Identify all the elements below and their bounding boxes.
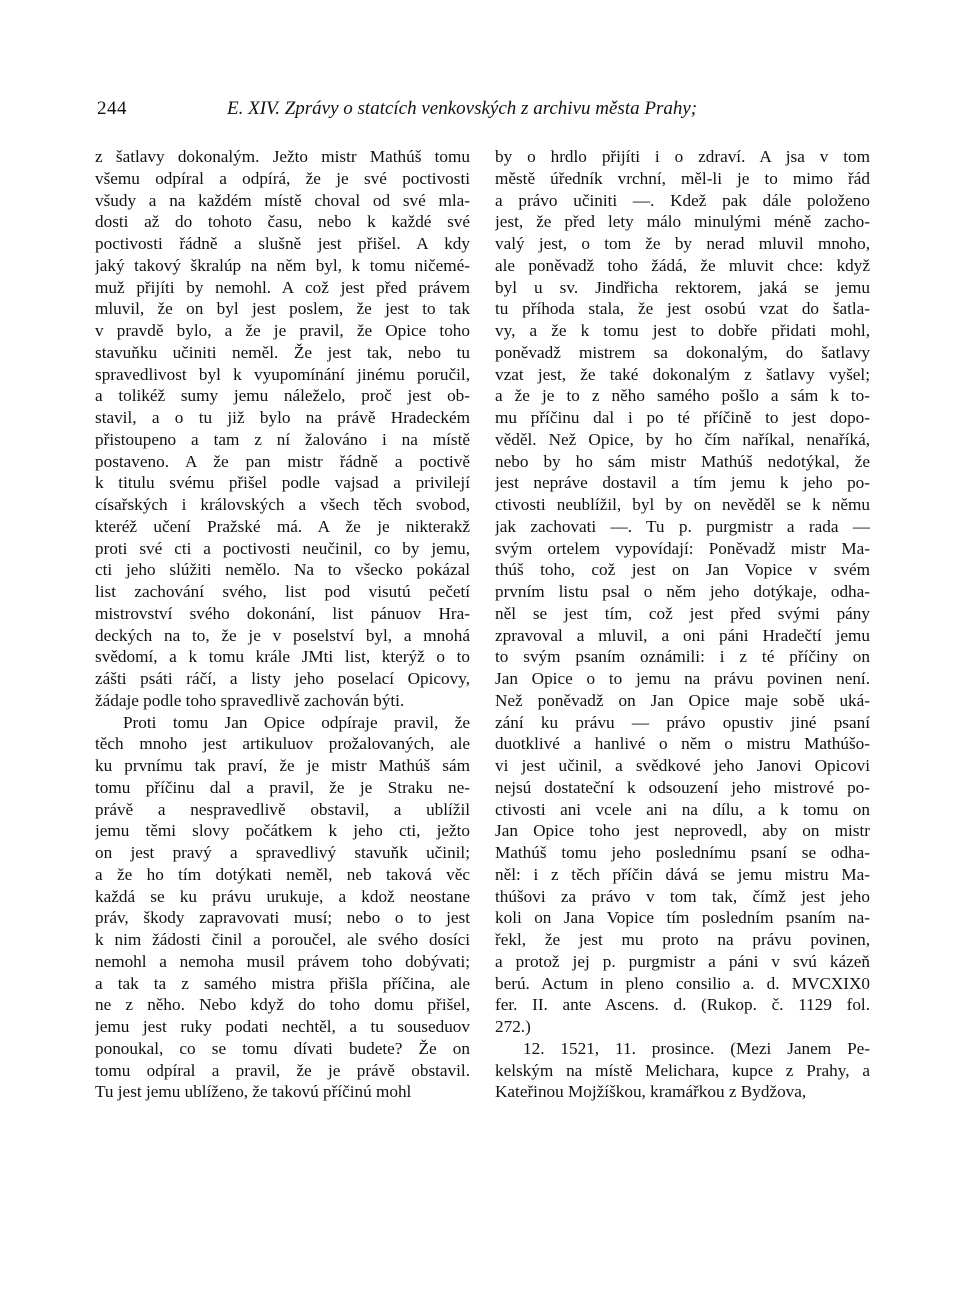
text-line: ctivosti ani vcele ani na dílu, a k tomu on [495, 799, 870, 819]
text-line: postaveno. A že pan mistr řádně a poctivě [95, 451, 470, 471]
text-line: mistrovství svého dokonání, list pánuov Hra- [95, 603, 470, 623]
text-line: ku prvnímu tak praví, že je mistr Mathúš sám [95, 756, 470, 775]
text-line: všudy a na každém místě choval od své mla- [95, 190, 470, 210]
text-line: k nim žádosti činil a poroučel, ale svého dosíci [95, 930, 470, 949]
text-line: svým ortelem vypovídají: Poněvadž mistr Ma- [495, 538, 870, 558]
text-line: a tolikéž sumy jemu náleželo, proč jest ob- [95, 386, 470, 406]
text-line: jest nepráve dostavil a tím jemu k jeho po- [495, 473, 870, 493]
text-line: práv, škody zapravovati musí; nebo o to jest [95, 908, 470, 928]
text-line: jest, že před lety málo minulými méně zacho- [495, 212, 870, 232]
text-line: městě úředník vrchní, měl-li je to mimo řád [495, 168, 870, 188]
text-line: přistoupeno a tam z ní žalováno i na místě [95, 429, 470, 449]
text-line: právě a nespravedlivě obstavil, a ublížil [95, 799, 470, 819]
text-line: poctivosti řádně a slušně jest přišel. A kdy [95, 234, 470, 253]
text-line: to svým psaním oznámili: i z té příčiny on [495, 647, 870, 667]
running-title: E. XIV. Zprávy o statcích venkovských z archivu města Prahy; [227, 98, 698, 119]
text-line: těch mnoho jest artikuluov prožalovaných, ale [95, 734, 470, 754]
text-line: Tu jest jemu ublíženo, že takovú příčinú mohl [95, 1082, 412, 1102]
right-text-column [495, 146, 870, 1103]
text-line: mluvil, že on byl jest poslem, že jest to tak [95, 299, 470, 319]
text-line: nebo by ho sám mistr Mathúš nedotýkal, že [495, 451, 870, 471]
text-line: Jan Opice o to jemu na právu povinen není. [495, 669, 870, 688]
text-line: mu příčinu dal i po té příčině to jest dopo- [495, 408, 870, 427]
text-line: ponoukal, co se tomu dívati budete? Že on [95, 1038, 470, 1058]
page-header [97, 98, 867, 126]
text-line: kelským na místě Melichara, kupce z Prahy, a [495, 1060, 870, 1080]
page-number: 244 [97, 98, 127, 119]
text-line: jaký takový škralúp na něm byl, k tomu ničemé- [95, 255, 470, 275]
text-line: muž přijíti by nemohl. A což jest před právem [95, 277, 470, 297]
text-line: ctivosti neublížil, byl by on nevěděl se k němu [495, 495, 870, 514]
text-line: fer. II. ante Ascens. d. (Rukop. č. 1129 fol. [495, 995, 870, 1015]
text-line: byl u sv. Jindřicha rektorem, jaká se jemu [495, 277, 870, 297]
text-line: stavuňku učiniti neměl. Že jest tak, nebo tu [95, 342, 470, 362]
text-line: ale poněvadž toho žádá, že mluvit chce: když [495, 255, 870, 275]
text-line: v pravdě bylo, a že je pravil, že Opice toho [95, 321, 470, 340]
text-line: kteréž učení Pražské má. A že je nikterakž [95, 516, 470, 536]
text-line: svědomí, a k tomu krále JMti list, kterýž o to [95, 647, 470, 667]
text-line: tu příhoda stala, že jest osobú vzat do šatla- [495, 299, 870, 319]
text-line: list zachování svého, list pod visutú pečetí [95, 582, 470, 601]
text-line: z šatlavy dokonalým. Ježto mistr Mathúš tomu [95, 147, 470, 166]
text-line: Než poněvadž on Jan Opice maje sobě uká- [495, 690, 870, 710]
text-line: vy, a že k tomu jest to dobře přidati mohl, [495, 321, 870, 340]
text-line: deckých na to, že je v poselství byl, a mnohá [95, 625, 470, 645]
text-line: jemu jest ruky podati nechtěl, a tu souseduov [95, 1017, 470, 1036]
text-line: vi jest učinil, a svědkové jeho Janovi Opicovi [495, 756, 870, 775]
text-line: a tak ta z samého mistra přišla příčina, ale [95, 973, 470, 993]
text-line: proti své cti a poctivosti neučinil, co by jemu, [95, 538, 470, 558]
text-line: věděl. Než Opice, by ho čím naříkal, nenaříká, [495, 429, 870, 449]
text-line: vzat jest, že také dokonalým z šatlavy vyšel; [495, 364, 870, 384]
text-line: každá se ku právu urukuje, a kdož neostane [95, 886, 470, 906]
text-line: 272.) [495, 1017, 531, 1036]
text-line: prvním listu psal o něm jeho dotýkaje, odha- [495, 582, 870, 601]
text-line: on jest pravý a spravedlivý stavuňk učinil; [95, 843, 470, 862]
text-line: všemu odpíral a odpírá, že je své poctivosti [95, 168, 470, 188]
text-line: něl se jest tím, což jest před svými pány [495, 603, 870, 623]
text-line: nemohl a nemoha musil právem toho dobývati; [95, 951, 470, 971]
text-line: zpravoval a mluvil, a oni páni Hradečtí jemu [495, 625, 870, 645]
text-line: žádaje podle toho spravedlivě zachován býti. [95, 690, 405, 710]
text-line: řekl, že jest mu proto na právu povinen, [495, 930, 870, 949]
text-line: by o hrdlo přijíti i o zdraví. A jsa v tom [495, 147, 870, 166]
text-line: a že je to z něho samého pošlo a sám k to- [495, 386, 870, 406]
text-line: a protož jej p. purgmistr a páni v svú kázeň [495, 951, 870, 971]
text-line: poněvadž mistrem sa dokonalým, do šatlavy [495, 342, 870, 362]
text-line: a že ho tím dotýkati neměl, neb taková věc [95, 864, 470, 884]
text-line: něl: i z těch příčin dává se jemu mistru Ma- [495, 864, 870, 884]
text-line: stavil, a o tu již bylo na právě Hradeckém [95, 408, 470, 427]
left-text-column [95, 146, 470, 1103]
text-line: zání ku právu — právo opustiv jiné psaní [495, 712, 870, 732]
text-line: k titulu svému přišel podle vajsad a privilejí [95, 473, 470, 493]
text-line: cti jeho slúžiti nemělo. Na to všecko pokázal [95, 560, 470, 580]
text-line: koli on Jana Vopice tím posledním psaním na- [495, 908, 870, 928]
text-line: tomu odpíral a pravil, že je právě obstavil. [95, 1060, 470, 1080]
text-line: valý jest, o tom že by nerad mluvil mnoho, [495, 234, 870, 253]
text-line: duotklivé a hanlivé o něm o mistru Mathúšo- [495, 734, 870, 754]
text-line: zášti psáti ráčí, a listy jeho poselací Opicovy, [95, 669, 470, 688]
text-line: nejsú dostateční k odsouzení jeho mistrové po- [495, 777, 870, 797]
text-line: jak zachovati —. Tu p. purgmistr a rada — [495, 516, 870, 536]
text-line: thúšovi za právo v tom tak, čímž jest jeho [495, 886, 870, 906]
text-line: berú. Actum in pleno consilio a. d. MVCXIX0 [495, 973, 870, 993]
text-line: císařských i královských a všech těch svobod, [95, 495, 470, 514]
text-line: Mathúš tomu jeho poslednímu psaní se odha- [495, 843, 870, 862]
text-line: spravedlivost byl k vyupomínání jinému poručil, [95, 364, 470, 384]
text-line: jemu těmi slovy počátkem k jeho cti, ježto [95, 821, 470, 841]
text-line: Kateřinou Mojžíškou, kramářkou z Bydžova, [495, 1082, 807, 1102]
text-line: dosti až do tohoto času, nebo k každé své [95, 212, 470, 232]
text-line: tomu příčinu dal a pravil, že je Straku ne- [95, 777, 470, 797]
text-line: 12. 1521, 11. prosince. (Mezi Janem Pe- [523, 1038, 870, 1058]
text-line: thúš toho, což jest on Jan Vopice v svém [495, 560, 870, 580]
text-line: ne z něho. Nebo když do toho domu přišel, [95, 995, 470, 1015]
text-line: a právo učiniti —. Kdež pak dále položeno [495, 190, 870, 210]
text-line: Jan Opice toho jest neprovedl, aby on mistr [495, 821, 870, 841]
text-line: Proti tomu Jan Opice odpíraje pravil, že [123, 712, 470, 732]
